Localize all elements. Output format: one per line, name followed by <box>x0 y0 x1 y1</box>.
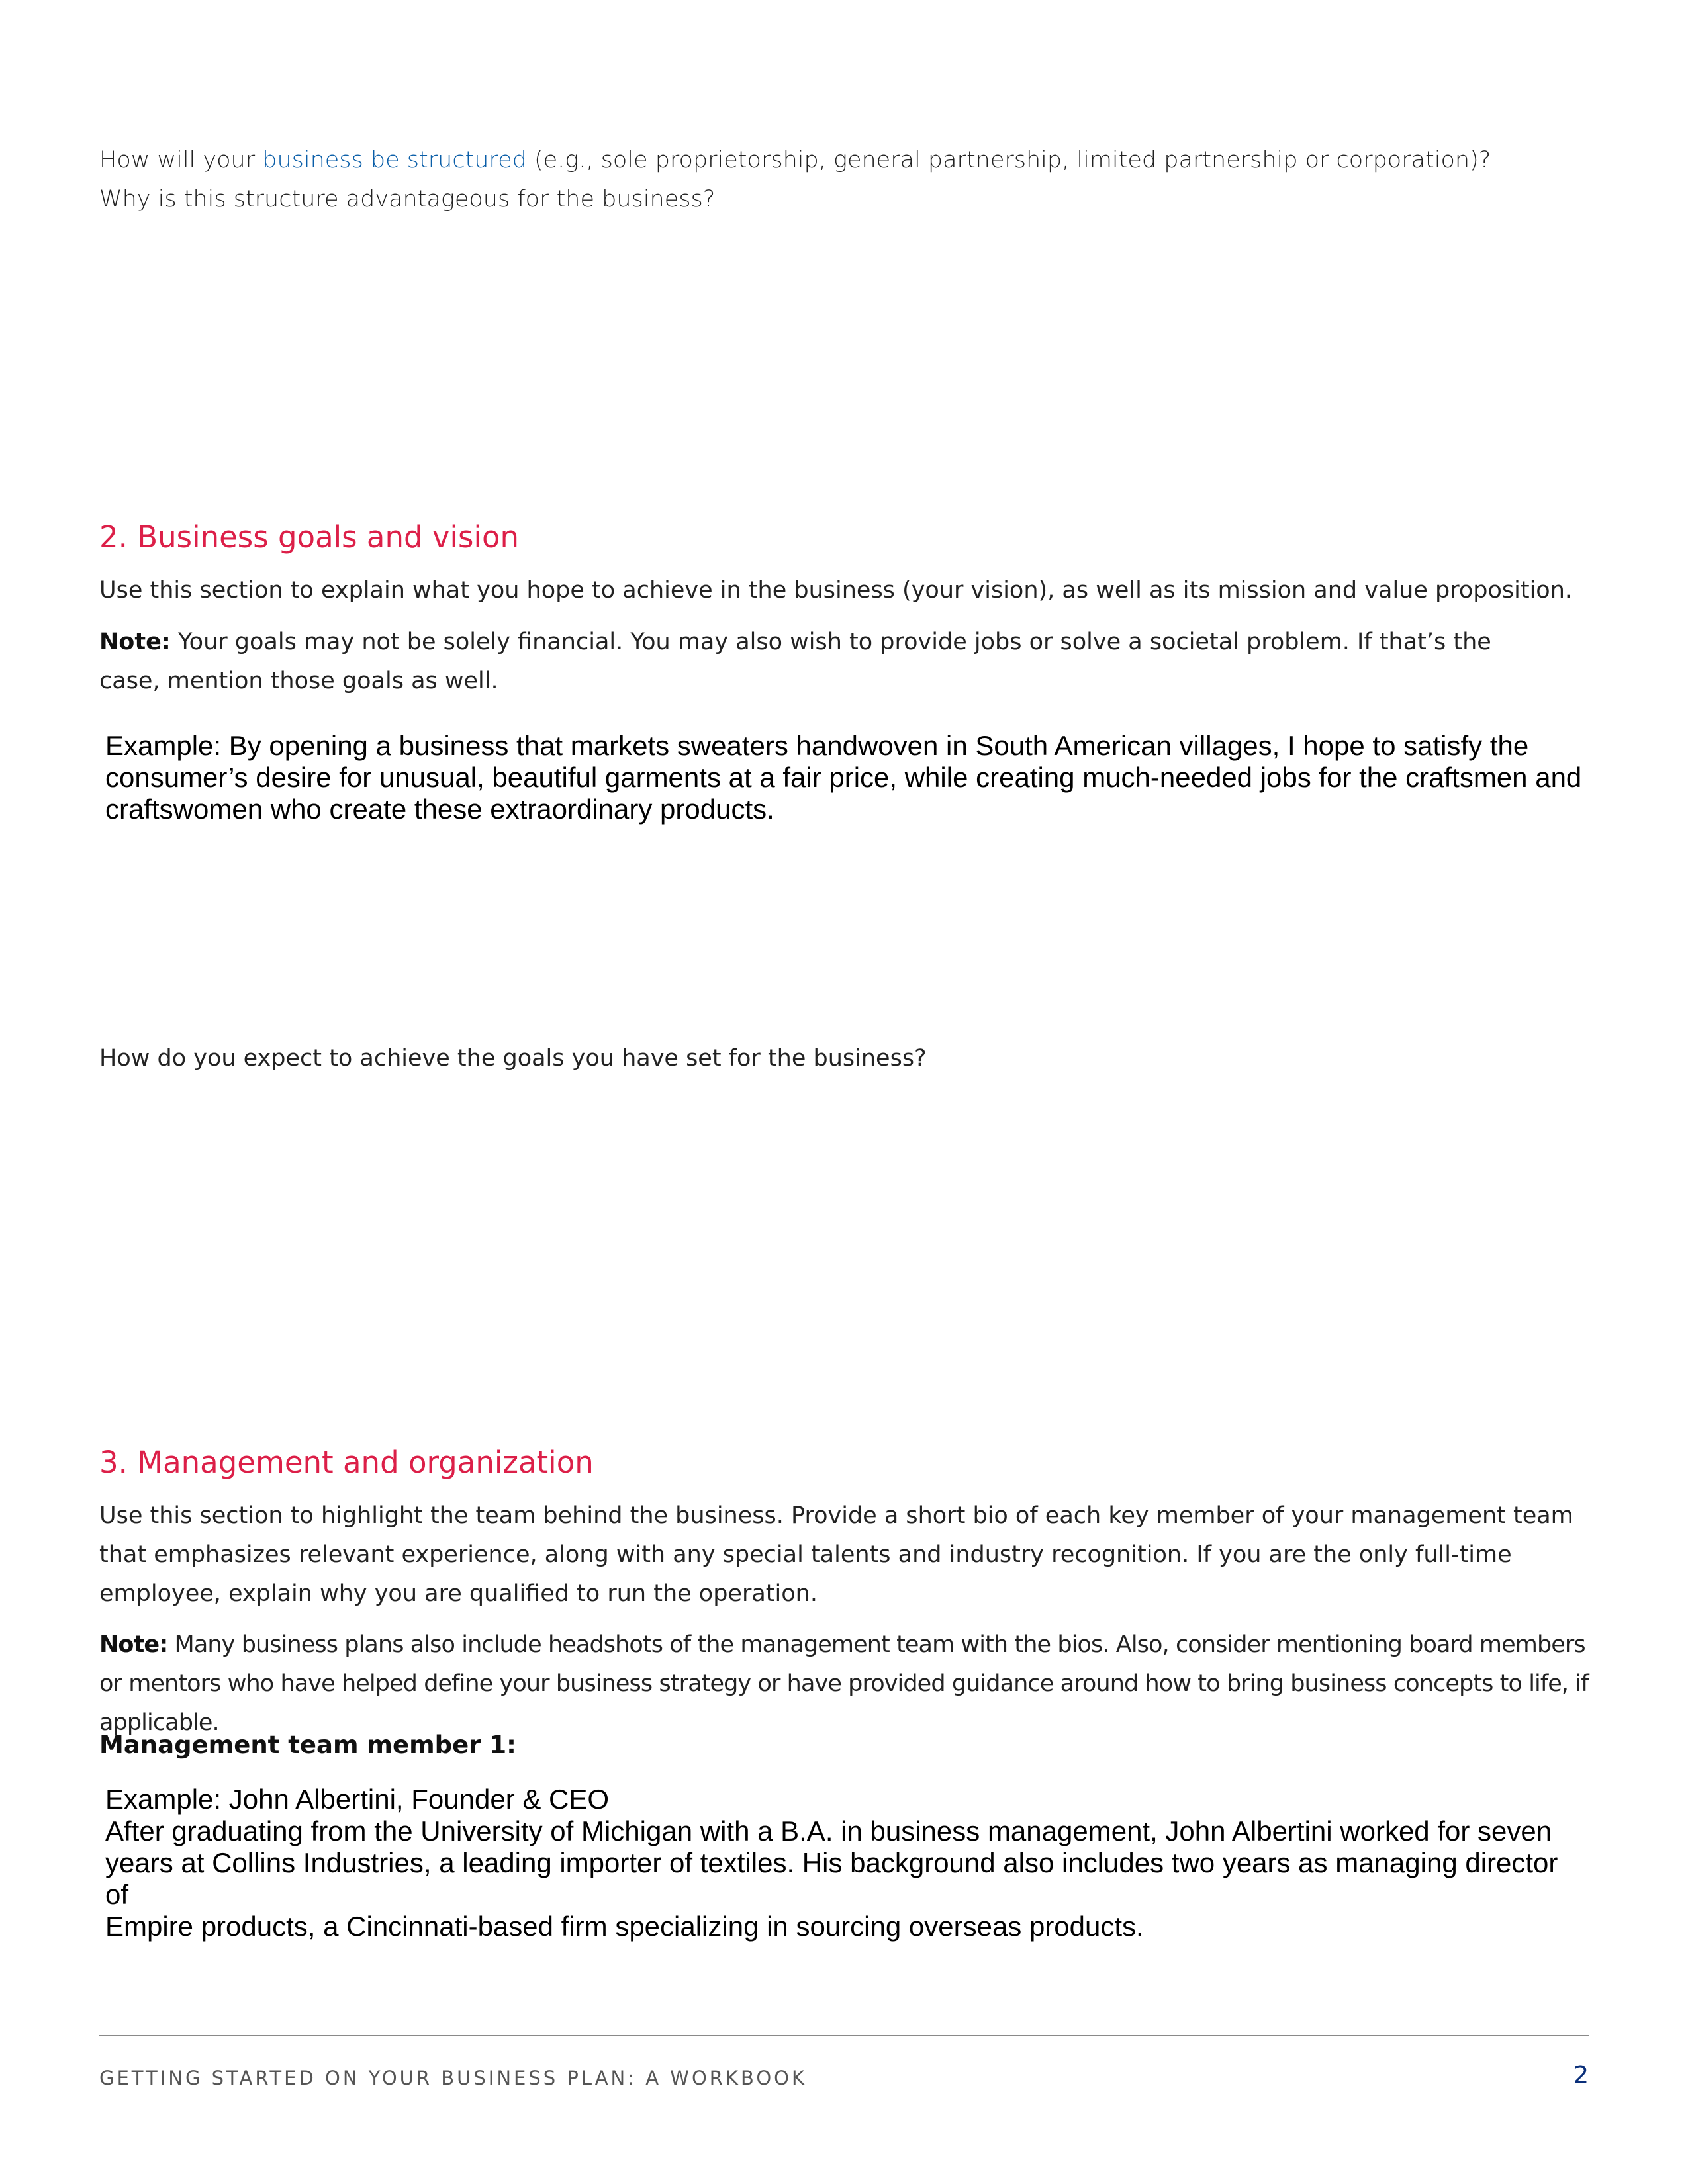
management-member-heading: Management team member 1: <box>99 1731 516 1759</box>
section3-example <box>105 1784 1588 1942</box>
example-line: After graduating from the University of Michigan with a B.A. in business management, John Albertini worked for seven <box>105 1815 1552 1846</box>
page-number: 2 <box>1573 2062 1589 2089</box>
footer-divider <box>99 2035 1589 2036</box>
section3-note-text: Many business plans also include headshots of the management team with the bios. Also, consider mentioning board members or mentors who have helped define your business strategy or have provided guidance around how to bring business concepts to life, if applicable. <box>99 1631 1589 1736</box>
structure-question-line2: Why is this structure advantageous for the business? <box>99 186 716 212</box>
section-heading-management: 3. Management and organization <box>99 1445 594 1480</box>
section2-intro: Use this section to explain what you hope to achieve in the business (your vision), as well as its mission and value proposition. <box>99 577 1573 604</box>
document-page <box>99 0 1589 2184</box>
goals-question: How do you expect to achieve the goals you have set for the business? <box>99 1045 927 1071</box>
business-structure-link[interactable]: business be structured <box>262 147 527 173</box>
section2-note-text: Your goals may not be solely financial. You may also wish to provide jobs or solve a societal problem. If that’s the case, mention those goals as well. <box>99 629 1491 694</box>
example-line: Empire products, a Cincinnati-based firm specializing in sourcing overseas products. <box>105 1911 1144 1942</box>
example-line: years at Collins Industries, a leading importer of textiles. His background also includes two years as managing director of <box>105 1847 1558 1910</box>
note-label: Note: <box>99 1631 168 1658</box>
example-line: consumer’s desire for unusual, beautiful garments at a fair price, while creating much-needed jobs for the craftsmen and <box>105 762 1582 793</box>
example-line: craftswomen who create these extraordinary products. <box>105 794 774 825</box>
footer-title: GETTING STARTED ON YOUR BUSINESS PLAN: A WORKBOOK <box>99 2067 808 2089</box>
section3-intro: Use this section to highlight the team behind the business. Provide a short bio of each key member of your management team that emphasizes relevant experience, along with any special talents and industry recognition. If you are the only full-time employee, explain why you are qualified to run the operation. <box>99 1502 1573 1607</box>
example-line: Example: By opening a business that markets sweaters handwoven in South American villages, I hope to satisfy the <box>105 730 1529 761</box>
example-line: Example: John Albertini, Founder & CEO <box>105 1784 610 1815</box>
structure-question-prefix: How will your <box>99 147 263 173</box>
structure-question <box>99 141 1589 219</box>
structure-question-suffix: (e.g., sole proprietorship, general partnership, limited partnership or corporation)? <box>526 147 1491 173</box>
section2-note <box>99 623 1556 701</box>
note-label: Note: <box>99 629 171 655</box>
section-heading-business-goals: 2. Business goals and vision <box>99 520 519 555</box>
section2-example <box>105 730 1588 825</box>
section3-note <box>99 1625 1589 1743</box>
